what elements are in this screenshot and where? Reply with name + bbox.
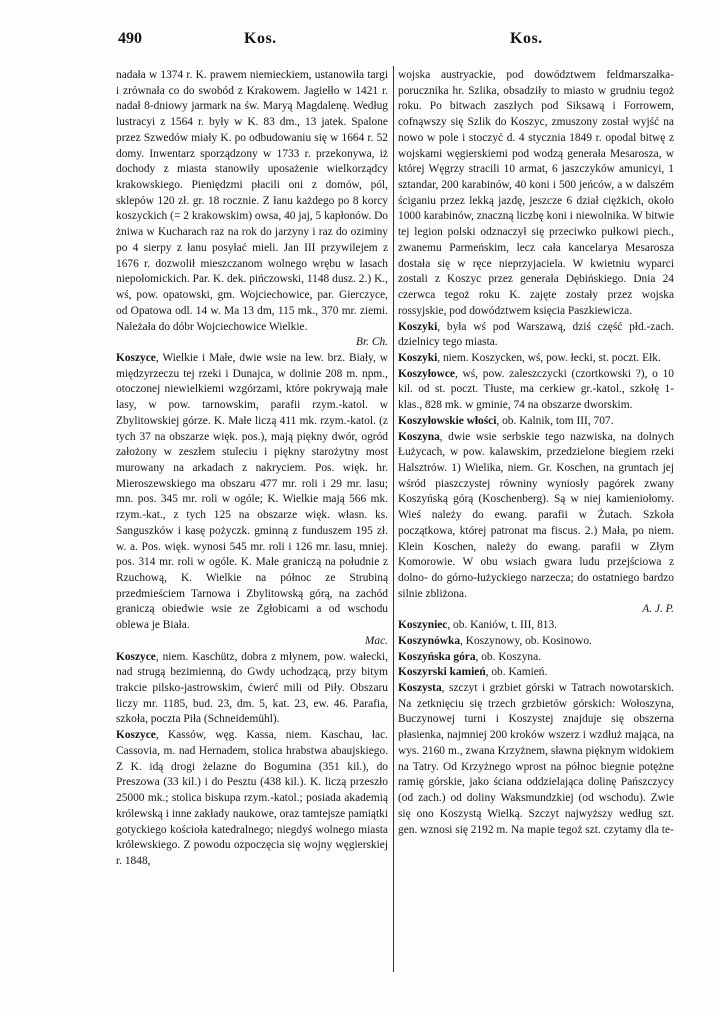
entry-text: , Koszynowy, ob. Kosinowo. — [460, 634, 592, 647]
entry-text: , Kassów, węg. Kassa, niem. Kaschau, łac. Cassovia, m. nad Hernadem, stolica hrabstwa abaujskiego. Z K. idą drogi żelazne do Bogumina (351 kil.), do Preszowa (33 kil.) i do Pesztu (438 kil.). K. liczą przeszło 25000 mk.; stolica biskupa rzym.-katol.; posiada akademią królewską i inne zakłady naukowe, oraz tamtejsze pamiątki gotyckiego kościoła katedralnego; niegdyś wolnego miasta królewskiego. Z powodu ozpoczęcia się wojny węgierskiej r. 1848, — [116, 729, 388, 867]
entry-koszyrski-kamien — [398, 665, 674, 681]
entry-koszynska-gora — [398, 650, 674, 666]
right-column — [398, 68, 674, 968]
entry-text: , ob. Kaniów, t. III, 813. — [447, 619, 558, 632]
entry-text: nadała w 1374 r. K. prawem niemieckiem, ustanowiła targi i zrównała co do swobód z Krakowem. Jagiełło w 1421 r. nadał 8-dniowy jarmark na św. Maryą Magdalenę. Według lustracyi z 1564 r. były w K. 83 dm., 13 jatek. Spalone przez Szwedów miały K. po odbudowaniu się w 1664 r. 52 domy. Inwentarz sporządzony w 1733 r. przekonywa, iż dochody z miasta stanowiły uposażenie wielkorządcy krakowskiego. Pieniędzmi płacili oni z domów, pól, sklepów 120 zł. gr. 18 rocznie. Z łanu każdego po 8 korcy koszyckich (= 2 krakowskim) owsa, 40 jaj, 5 kapłonów. Do żniwa w Kucharach raz na rok do jarzyny i raz do oziminy po 4 sierpy z łanu posyłać mieli. Jan III przywilejem z 1676 r. dozwolił mieszczanom wolnego wrębu w lasach niepołomickich. Par. K. dek. pińczowski, 1148 dusz. 2.) K., wś, pow. opatowski, gm. Wojciechowice, par. Gierczyce, od Opatowa odl. 14 w. Ma 13 dm, 115 mk., 370 mr. ziemi. Należała do dóbr Wojciechowice Wielkie. — [116, 69, 388, 333]
entry-koszyki-warszawa — [398, 320, 674, 351]
entry-text: , dwie wsie serbskie tego nazwiska, na dolnych Łużycach, w pow. kalawskim, przedzielone biegiem rzeki Halsztrów. 1) Wielika, niem. Gr. Koschen, na gruntach jej wśród piaszczystej równiny wyniosły pagórek zwany Koszyńską górą (Koschenberg). Są w niej kamieniołomy. Wieś należy do ewang. parafii w Żutach. Szkoła początkowa, której patronat ma fiscus. 2.) Mała, po niem. Klein Koschen, należy do ewang. parafii w Złym Komorowie. W obu wsiach gwara ludu przejściowa z dolno- do górno-łużyckiego narzecza; do ostatniego bardzo silnie zbliżona. — [398, 430, 674, 600]
author-signature: A. J. P. — [642, 603, 674, 616]
entry-text: , wś, pow. zaleszczycki (czortkowski ?), o 10 kil. od st. poczt. Tłuste, ma cerkiew gr.-katol., szkołę 1-klas., 828 mk. w gminie, 74 na obszarze dworskim. — [398, 367, 674, 412]
entry-headword: Koszyce — [116, 729, 156, 742]
entry-continuation — [398, 68, 674, 320]
entry-text: , ob. Koszyna. — [475, 650, 542, 663]
entry-headword: Koszynówka — [398, 634, 461, 647]
entry-text: , szczyt i grzbiet górski w Tatrach nowotarskich. Na zetknięciu się trzech grzbietów górskich: Wołoszyna, Buczynowej turni i Koszystej znajduje się obszerna płasienka, najmniej 200 kroków wszerz i wzdłuż mająca, na wys. 2160 m., zwana Krzyżnem, sławna pięknym widokiem na Tatry. Od Krzyżnego wprost na północ biegnie potężne ramię górskie, jako ściana oddzielająca dolinę Pańszczycy (od zach.) od doliny Waksmundzkiej (od wschodu). Zwie się ono Koszystą Wielką. Szczyt najwyższy według szt. gen. wznosi się 2192 m. Na mapie tegoż szt. czytamy dla te- — [398, 682, 674, 836]
entry-koszylowskie-wlosci — [398, 414, 674, 430]
author-signature: Br. Ch. — [356, 336, 388, 349]
column-divider — [393, 66, 394, 972]
entry-koszynowka — [398, 634, 674, 650]
entry-koszyce-kaschutz — [116, 650, 388, 729]
entry-headword: Koszyna — [398, 430, 440, 443]
entry-headword: Koszyłowskie włości — [398, 414, 497, 427]
entry-headword: Koszyniec — [398, 619, 448, 632]
entry-koszylowce — [398, 367, 674, 414]
running-head-right: Kos. — [510, 30, 543, 47]
entry-text: , ob. Kamień. — [485, 666, 548, 679]
entry-headword: Koszysta — [398, 682, 442, 695]
left-column — [116, 68, 388, 968]
entry-text: , ob. Kalnik, tom III, 707. — [496, 414, 614, 427]
entry-text: , była wś pod Warszawą, dziś część płd.-zach. dzielnicy tego miasta. — [398, 320, 674, 349]
entry-headword: Koszyki — [398, 320, 438, 333]
entry-koszyniec — [398, 618, 674, 634]
entry-koszyna — [398, 430, 674, 619]
page-header — [114, 30, 674, 54]
entry-text: , Wielkie i Małe, dwie wsie na lew. brz. Biały, w międzyrzeczu tej rzeki i Dunajca, w dolinie 208 m. npm., otoczonej niewielkiemi wzgórzami, które pokrywają małe lasy, w pow. tarnowskim, parafii rzym.-katol. w Zbylitowskiej górze. K. Małe liczą 411 mk. rzym.-katol. (z tych 37 na obszarze więk. pos.), mają piękny dwór, ogród założony w zeszłem stuleciu i piękny starożytny most murowany na arkadach z nakryciem. Pos. więk. hr. Mieroszewskiego ma obszaru 477 mr. roli i 29 mr. lasu; mn. pos. 345 mr. roli w ogóle; K. Wielkie mają 566 mk. rzym.-kat., z tych 125 na obszarze więk. własn. ks. Sanguszków i kasę pożyczk. gminną z funduszem 195 zł. w. a. Pos. więk. wynosi 545 mr. roli i 126 mr. lasu, mniej. pos. 314 mr. roli w ogóle. K. Małe graniczą na południe z Rzuchową, K. Wielkie na północ ze Strubiną przedmieściem Tarnowa i Zbylitowską górą, na zachód graniczą obiedwie wsie ze Zgłobicami a od wschodu oblewa je Biała. — [116, 351, 388, 632]
entry-text: , niem. Koszycken, wś, pow. łecki, st. poczt. Ełk. — [437, 351, 661, 364]
running-head-left: Kos. — [244, 30, 277, 47]
entry-koszyki-lecki — [398, 351, 674, 367]
entry-text: , niem. Kaschütz, dobra z młynem, pow. wałecki, nad strugą bezimienną, do Gwdy uchodzącą, przy bitym trakcie pilsko-jastrowskim, ćwierć mili od Piły. Obszaru liczy mr. 1185, bud. 23, dm. 5, kat. 23, ew. 46. Parafia, szkoła, poczta Piła (Schneidemühl). — [116, 650, 388, 726]
entry-headword: Koszyłowce — [398, 367, 455, 380]
page-number: 490 — [118, 30, 142, 47]
author-signature: Mac. — [364, 634, 388, 647]
entry-koszysta — [398, 681, 674, 838]
entry-continuation — [116, 68, 388, 351]
entry-koszyce-kassa — [116, 728, 388, 869]
entry-headword: Koszyńska góra — [398, 650, 476, 663]
entry-koszyce-wielkie-male — [116, 351, 388, 650]
entry-headword: Koszyrski kamień — [398, 666, 486, 679]
entry-headword: Koszyce — [116, 351, 156, 364]
entry-headword: Koszyki — [398, 351, 438, 364]
entry-text: wojska austryackie, pod dowództwem feldmarszałka-porucznika hr. Szlika, obsadziły to miasto w grudniu tegoż roku. Po bitwach zaszłych pod Siksawą i Forrowem, cofnąwszy się Szlik do Koszyc, zmuszony został wyjść na nowo w pole i stoczyć d. 4 stycznia 1849 r. opodal bitwę z wojskami węgierskiemi pod wodzą generała Mesarosza, w której Węgrzy stracili 10 armat, 6 jaszczyków amunicyi, 1 sztandar, 200 karabinów, 40 koni i 500 jeńców, a w dalszém ściganiu przez lekką jazdę, jeszcze 6 dział ciężkich, około 1000 karabinów, znaczną liczbę koni i niewolnika. W bitwie tej legion polski odznaczył się przeciwko pułkowi piech., zwanemu Parmeńskim, lecz cała kancelarya Mesarosza dostała się w ręce nieprzyjaciela. W kwietniu wyparci zostali z Koszyc przez generała Dębińskiego. Dnia 24 czerwca tegoż roku K. zajęte zostały przez wojska rossyjskie, pod dowództwem księcia Paszkiewicza. — [398, 69, 674, 317]
entry-headword: Koszyce — [116, 650, 156, 663]
